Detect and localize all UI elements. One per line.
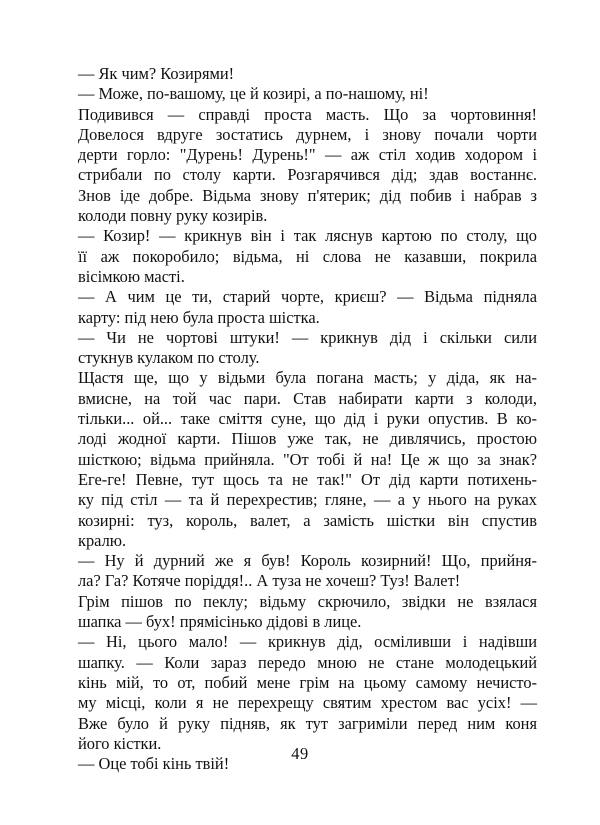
text-line: ку під стіл — та й перехрестив; гляне, — а у нього на руках	[78, 490, 537, 510]
paragraph	[62, 632, 537, 754]
paragraph	[62, 64, 537, 84]
paragraph	[62, 328, 537, 369]
text-line: шапку. — Коли зараз передо мною не стане молодецький	[78, 652, 537, 672]
paragraph	[62, 226, 537, 287]
paragraph	[62, 84, 537, 104]
text-line: кінь мій, то от, побий мене грім на цьому самому нечисто-	[78, 672, 537, 692]
text-line: — Чи не чортові штуки! — крикнув дід і скільки сили	[78, 327, 537, 347]
text-line: му місці, коли я не перехрещу святим хрестом вас усіх! —	[78, 693, 537, 713]
paragraph	[62, 592, 537, 633]
text-line: лоді жодної карти. Пішов уже так, не дивлячись, простою	[78, 429, 537, 449]
page-text	[62, 64, 537, 774]
text-line: дерти горло: "Дурень! Дурень!" — аж стіл ходив ходором і	[78, 145, 537, 165]
text-line: її аж покоробило; відьма, ні слова не казавши, покрила	[78, 246, 537, 266]
text-line: Щастя ще, що у відьми була погана масть; у діда, як на-	[78, 368, 537, 388]
text-line: ла? Га? Котяче поріддя!.. А туза не хочеш? Туз! Валет!	[78, 571, 461, 591]
text-line: шісткою; відьма прийняла. "От тобі й на! Це ж що за знак?	[78, 449, 537, 469]
text-line: — А чим це ти, старий чорте, криєш? — Відьма підняла	[78, 287, 537, 307]
text-line: козирні: туз, король, валет, а замість шістки він спустив	[78, 510, 537, 530]
text-line: його кістки.	[78, 733, 162, 753]
text-line: вісімкою масті.	[78, 266, 185, 286]
text-line: Вже було й руку підняв, як тут загриміли перед ним коня	[78, 713, 537, 733]
paragraph	[62, 368, 537, 551]
paragraph	[62, 287, 537, 328]
text-line: колоди повну руку козирів.	[78, 206, 268, 226]
text-line: Грім пішов по пеклу; відьму скрючило, звідки не взялася	[78, 591, 537, 611]
text-line: Еге-ге! Певне, тут щось та не так!" От дід карти потихень-	[78, 469, 537, 489]
text-line: — Ні, цього мало! — крикнув дід, осміливши і надівши	[78, 632, 537, 652]
text-line: тільки... ой... таке сміття суне, що дід і руки опустив. В ко-	[78, 409, 537, 429]
paragraph	[62, 105, 537, 227]
text-line: стукнув кулаком по столу.	[78, 348, 260, 368]
text-line: вмисне, на той час пари. Став набирати карти з колоди,	[78, 388, 537, 408]
text-line: — Може, по-вашому, це й козирі, а по-нашому, ні!	[78, 84, 429, 104]
text-line: кралю.	[78, 530, 127, 550]
text-line: — Ну й дурний же я був! Король козирний! Що, прийня-	[78, 551, 537, 571]
text-line: — Оце тобі кінь твій!	[78, 754, 230, 774]
text-line: карту: під нею була проста шістка.	[78, 307, 320, 327]
text-line: Знов іде добре. Відьма знову п'ятерик; дід побив і набрав з	[78, 185, 537, 205]
page-number: 49	[291, 744, 309, 763]
text-line: шапка — бух! прямісінько дідові в лице.	[78, 612, 362, 632]
paragraph	[62, 551, 537, 592]
text-line: Подивився — справді проста масть. Що за чортовиння!	[78, 104, 537, 124]
text-line: Довелося вдруге зостатись дурнем, і знову почали чорти	[78, 124, 537, 144]
text-line: стрибали по столу карти. Розгарячився дід; здав востаннє.	[78, 165, 537, 185]
text-line: — Як чим? Козирями!	[78, 64, 235, 83]
text-line: — Козир! — крикнув він і так ляснув картою по столу, що	[78, 226, 537, 246]
